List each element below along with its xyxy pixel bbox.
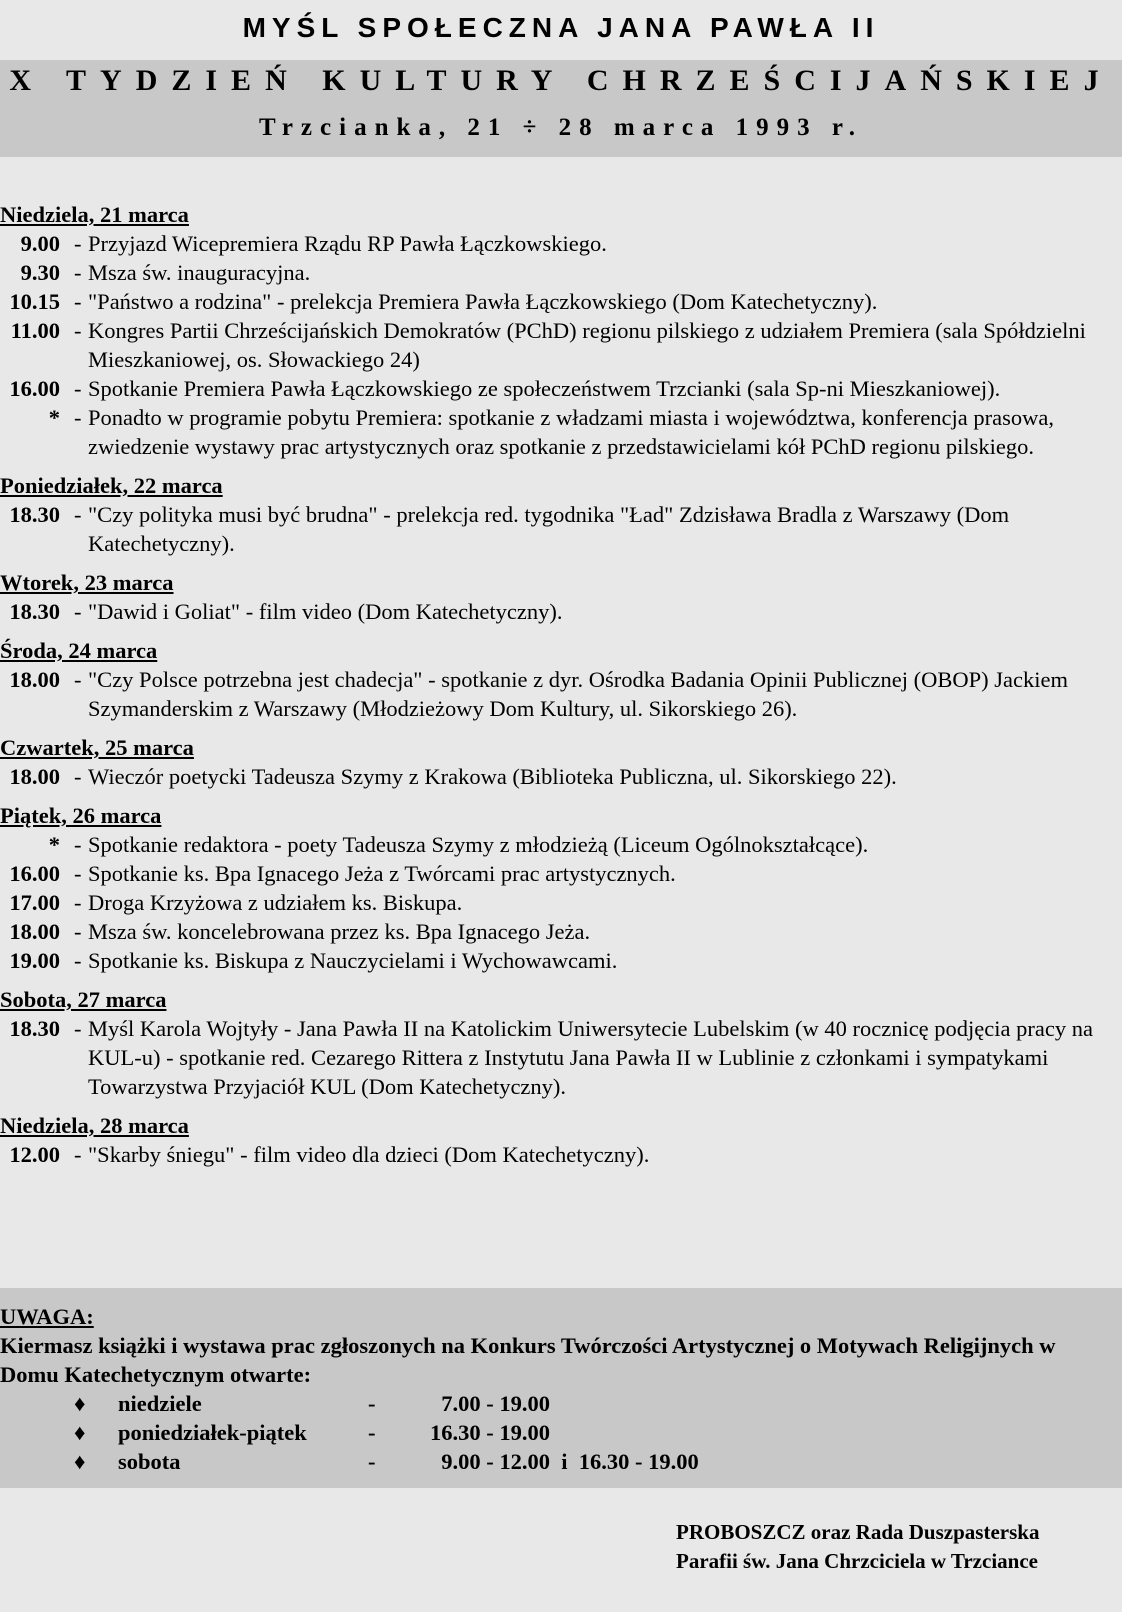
schedule-entry	[0, 374, 1115, 403]
day-title: Poniedziałek, 22 marca	[0, 473, 223, 498]
notice-title: UWAGA:	[0, 1304, 94, 1329]
entry-text: Ponadto w programie pobytu Premiera: spotkanie z władzami miasta i województwa, konferencja prasowa, zwiedzenie wystawy prac artystycznych oraz spotkanie z przedstawicielami kół PChD regionu pilskiego.	[88, 405, 1054, 459]
entry-dash: -	[74, 405, 82, 430]
diamond-bullet-icon: ♦	[74, 1391, 86, 1416]
entry-time: *	[48, 832, 60, 857]
entry-time: 18.30	[9, 502, 60, 527]
schedule-entry	[0, 316, 1115, 374]
entry-time: 19.00	[9, 948, 60, 973]
entry-text: Przyjazd Wicepremiera Rządu RP Pawła Łączkowskiego.	[88, 231, 607, 256]
hours-day: sobota	[118, 1449, 181, 1474]
entry-dash: -	[74, 890, 82, 915]
day-section	[0, 801, 1115, 975]
day-section	[0, 985, 1115, 1101]
hours-time: 16.30 - 19.00	[430, 1420, 550, 1445]
hours-row	[0, 1418, 1122, 1447]
entry-time: 18.00	[9, 764, 60, 789]
entry-dash: -	[74, 318, 82, 343]
schedule-entry	[0, 830, 1115, 859]
entry-time: 17.00	[9, 890, 60, 915]
entry-text: Spotkanie ks. Bpa Ignacego Jeża z Twórcami prac artystycznych.	[88, 861, 676, 886]
entry-dash: -	[74, 1142, 82, 1167]
hours-row	[0, 1447, 1122, 1476]
schedule-entry	[0, 762, 1115, 791]
entry-dash: -	[74, 599, 82, 624]
schedule-entry	[0, 287, 1115, 316]
entry-time: 16.00	[9, 376, 60, 401]
day-title: Środa, 24 marca	[0, 638, 158, 663]
entry-time: 18.00	[9, 919, 60, 944]
entry-text: Spotkanie redaktora - poety Tadeusza Szymy z młodzieżą (Liceum Ogólnokształcące).	[88, 832, 869, 857]
entry-text: "Dawid i Goliat" - film video (Dom Katechetyczny).	[88, 599, 563, 624]
page-top-title: MYŚL SPOŁECZNA JANA PAWŁA II	[242, 12, 880, 43]
hours-time: 7.00 - 19.00	[430, 1391, 550, 1416]
entry-text: Spotkanie Premiera Pawła Łączkowskiego ze społeczeństwem Trzcianki (sala Sp-ni Mieszkaniowej).	[88, 376, 1001, 401]
entry-dash: -	[74, 376, 82, 401]
schedule-entry	[0, 597, 1115, 626]
entry-time: 18.30	[9, 599, 60, 624]
entry-dash: -	[74, 1016, 82, 1041]
entry-time: 11.00	[10, 318, 60, 343]
hours-dash: -	[368, 1449, 376, 1474]
entry-time: 9.30	[20, 260, 60, 285]
notice-box	[0, 1288, 1122, 1488]
page-title: X TYDZIEŃ KULTURY CHRZEŚCIJAŃSKIEJ	[9, 64, 1113, 97]
entry-text: Myśl Karola Wojtyły - Jana Pawła II na Katolickim Uniwersytecie Lubelskim (w 40 rocznicę podjęcia pracy na KUL-u) - spotkanie red. Cezarego Rittera z Instytutu Jana Pawła II w Lublinie z członkami i sympatykami Towarzystwa Przyjaciół KUL (Dom Katechetyczny).	[88, 1016, 1093, 1099]
entry-text: "Czy Polsce potrzebna jest chadecja" - spotkanie z dyr. Ośrodka Badania Opinii Publicznej (OBOP) Jackiem Szymanderskim z Warszawy (Młodzieżowy Dom Kultury, ul. Sikorskiego 26).	[88, 667, 1068, 721]
entry-dash: -	[74, 948, 82, 973]
entry-text: Kongres Partii Chrześcijańskich Demokratów (PChD) regionu pilskiego z udziałem Premiera (sala Spółdzielni Mieszkaniowej, os. Słowackiego 24)	[88, 318, 1086, 372]
hours-dash: -	[368, 1391, 376, 1416]
hours-day: poniedziałek-piątek	[118, 1420, 307, 1445]
entry-dash: -	[74, 231, 82, 256]
entry-text: "Skarby śniegu" - film video dla dzieci (Dom Katechetyczny).	[88, 1142, 650, 1167]
entry-time: 16.00	[9, 861, 60, 886]
day-title: Wtorek, 23 marca	[0, 570, 174, 595]
entry-time: *	[48, 405, 60, 430]
entry-time: 18.00	[9, 667, 60, 692]
entry-text: Spotkanie ks. Biskupa z Nauczycielami i Wychowawcami.	[88, 948, 618, 973]
schedule-entry	[0, 229, 1115, 258]
entry-text: Msza św. inauguracyjna.	[88, 260, 311, 285]
day-title: Czwartek, 25 marca	[0, 735, 194, 760]
signature-line-2: Parafii św. Jana Chrzciciela w Trzciance	[676, 1549, 1038, 1573]
schedule-entry	[0, 859, 1115, 888]
day-section	[0, 568, 1115, 626]
diamond-bullet-icon: ♦	[74, 1449, 86, 1474]
entry-dash: -	[74, 861, 82, 886]
hours-time: 9.00 - 12.00 i 16.30 - 19.00	[430, 1449, 699, 1474]
day-title: Piątek, 26 marca	[0, 803, 162, 828]
entry-text: "Państwo a rodzina" - prelekcja Premiera Pawła Łączkowskiego (Dom Katechetyczny).	[88, 289, 878, 314]
schedule-entry	[0, 917, 1115, 946]
entry-time: 9.00	[20, 231, 60, 256]
schedule	[0, 200, 1115, 1179]
schedule-entry	[0, 1140, 1115, 1169]
entry-dash: -	[74, 289, 82, 314]
opening-hours	[0, 1389, 1122, 1476]
day-section	[0, 1111, 1115, 1169]
entry-text: Wieczór poetycki Tadeusza Szymy z Krakowa (Biblioteka Publiczna, ul. Sikorskiego 22).	[88, 764, 897, 789]
schedule-entry	[0, 665, 1115, 723]
entry-dash: -	[74, 832, 82, 857]
hours-day: niedziele	[118, 1391, 202, 1416]
entry-text: "Czy polityka musi być brudna" - prelekcja red. tygodnika "Ład" Zdzisława Bradla z Warszawy (Dom Katechetyczny).	[88, 502, 1010, 556]
schedule-entry	[0, 946, 1115, 975]
day-section	[0, 733, 1115, 791]
entry-time: 10.15	[9, 289, 60, 314]
notice-text: Kiermasz książki i wystawa prac zgłoszonych na Konkurs Twórczości Artystycznej o Motywach Religijnych w Domu Katechetycznym otwarte:	[0, 1333, 1056, 1387]
hours-row	[0, 1389, 1122, 1418]
entry-time: 12.00	[9, 1142, 60, 1167]
day-title: Niedziela, 21 marca	[0, 202, 189, 227]
schedule-entry	[0, 258, 1115, 287]
day-section	[0, 636, 1115, 723]
entry-dash: -	[74, 764, 82, 789]
entry-text: Msza św. koncelebrowana przez ks. Bpa Ignacego Jeża.	[88, 919, 591, 944]
entry-dash: -	[74, 919, 82, 944]
signature	[676, 1518, 1039, 1576]
schedule-entry	[0, 1014, 1115, 1101]
schedule-entry	[0, 888, 1115, 917]
entry-dash: -	[74, 260, 82, 285]
entry-dash: -	[74, 502, 82, 527]
entry-dash: -	[74, 667, 82, 692]
day-section	[0, 471, 1115, 558]
signature-line-1: PROBOSZCZ oraz Rada Duszpasterska	[676, 1520, 1040, 1544]
hours-dash: -	[368, 1420, 376, 1445]
entry-time: 18.30	[9, 1016, 60, 1041]
entry-text: Droga Krzyżowa z udziałem ks. Biskupa.	[88, 890, 463, 915]
day-section	[0, 200, 1115, 461]
schedule-entry	[0, 500, 1115, 558]
title-banner	[0, 60, 1122, 157]
day-title: Sobota, 27 marca	[0, 987, 167, 1012]
diamond-bullet-icon: ♦	[74, 1420, 86, 1445]
page-subtitle: Trzcianka, 21 ÷ 28 marca 1993 r.	[259, 114, 863, 141]
day-title: Niedziela, 28 marca	[0, 1113, 189, 1138]
schedule-entry	[0, 403, 1115, 461]
